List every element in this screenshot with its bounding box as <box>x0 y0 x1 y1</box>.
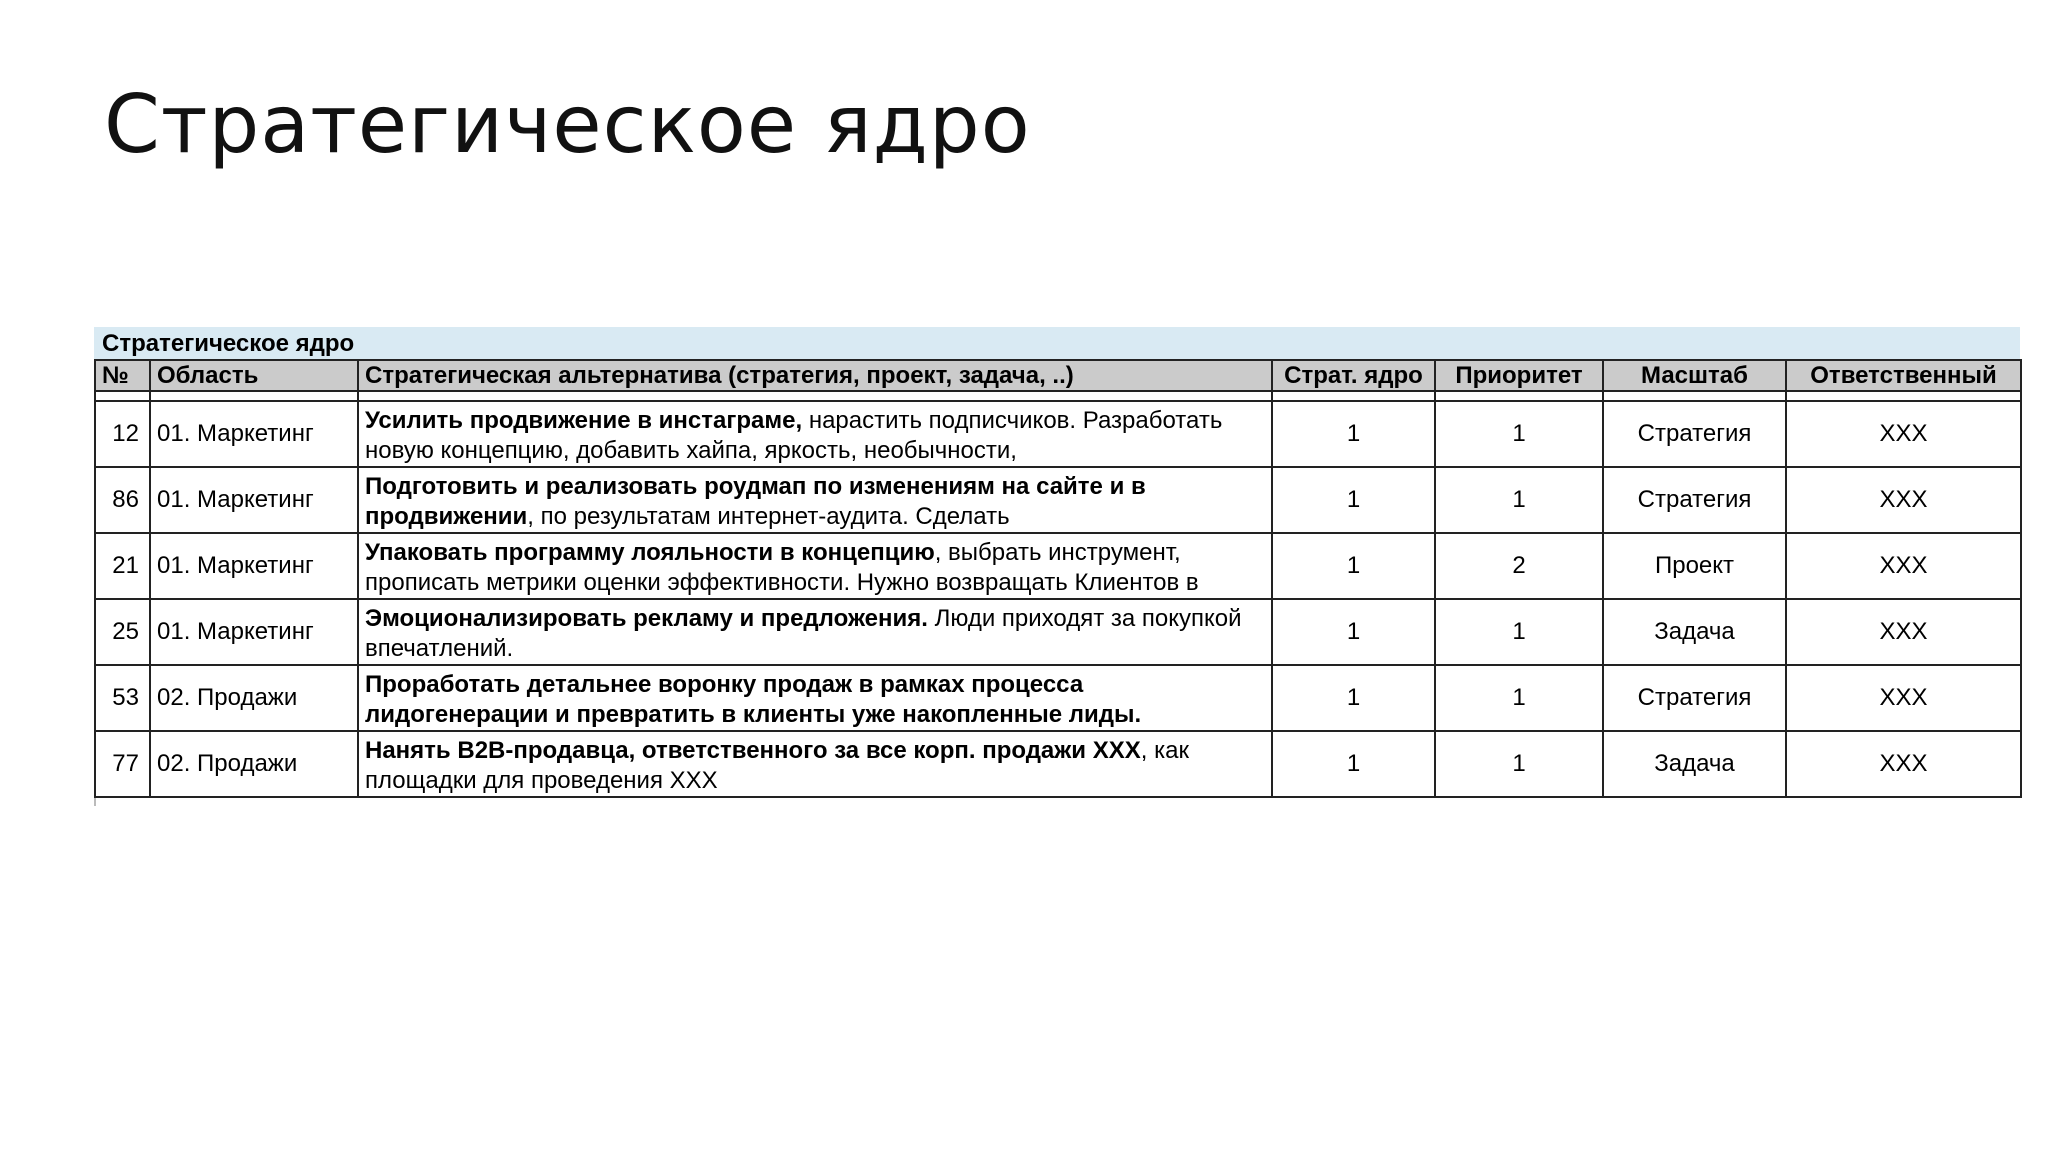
cell-scale[interactable]: Проект <box>1603 533 1786 599</box>
alternative-text: , по результатам интернет-аудита. Сделать <box>527 503 1010 530</box>
cell-priority[interactable]: 2 <box>1435 533 1603 599</box>
cell-num[interactable]: 86 <box>95 467 150 533</box>
cell-priority[interactable]: 1 <box>1435 467 1603 533</box>
cell-responsible[interactable]: XXX <box>1786 401 2021 467</box>
table-row[interactable] <box>95 401 2021 467</box>
cell-responsible[interactable]: XXX <box>1786 533 2021 599</box>
cell-core[interactable]: 1 <box>1272 467 1435 533</box>
header-scale[interactable]: Масштаб <box>1603 360 1786 391</box>
cell-num[interactable]: 77 <box>95 731 150 797</box>
cell-area[interactable]: 01. Маркетинг <box>150 401 358 467</box>
cell-alternative[interactable] <box>358 731 1272 797</box>
cell-responsible[interactable]: XXX <box>1786 599 2021 665</box>
header-num[interactable]: № <box>95 360 150 391</box>
cell-alternative[interactable] <box>358 401 1272 467</box>
alternative-text: , выбрать инструмент, прописать метрики оценки эффективности. Нужно возвращать Клиентов в <box>365 539 1199 596</box>
cell-alternative[interactable] <box>358 599 1272 665</box>
cell-num[interactable]: 12 <box>95 401 150 467</box>
table-row[interactable] <box>95 731 2021 797</box>
sheet-title: Стратегическое ядро <box>94 327 2020 359</box>
cell-num[interactable]: 53 <box>95 665 150 731</box>
cell-area[interactable]: 02. Продажи <box>150 665 358 731</box>
slide-title: Стратегическое ядро <box>104 78 1031 171</box>
table-header-row <box>95 360 2021 391</box>
cell-scale[interactable]: Стратегия <box>1603 467 1786 533</box>
header-priority[interactable]: Приоритет <box>1435 360 1603 391</box>
alternative-bold-text: Эмоционализировать рекламу и предложения. <box>365 605 928 632</box>
cell-scale[interactable]: Стратегия <box>1603 401 1786 467</box>
cell-scale[interactable]: Стратегия <box>1603 665 1786 731</box>
cell-scale[interactable]: Задача <box>1603 731 1786 797</box>
strategy-table-sheet <box>94 327 2020 806</box>
alternative-bold-text: Подготовить и реализовать роудмап по изменениям на сайте и в продвижении <box>365 473 1146 530</box>
table-row[interactable] <box>95 533 2021 599</box>
header-alternative[interactable]: Стратегическая альтернатива (стратегия, проект, задача, ..) <box>358 360 1272 391</box>
sheet-edge-line <box>94 798 96 806</box>
cell-responsible[interactable]: XXX <box>1786 731 2021 797</box>
cell-core[interactable]: 1 <box>1272 599 1435 665</box>
cell-area[interactable]: 01. Маркетинг <box>150 533 358 599</box>
alternative-bold-text: Проработать детальнее воронку продаж в рамках процесса лидогенерации и превратить в клиенты уже накопленные лиды. <box>365 671 1142 728</box>
strategy-table <box>94 359 2022 798</box>
alternative-text: , как площадки для проведения XXX <box>365 737 1189 794</box>
cell-priority[interactable]: 1 <box>1435 401 1603 467</box>
spacer-row <box>95 391 2021 401</box>
cell-num[interactable]: 21 <box>95 533 150 599</box>
cell-priority[interactable]: 1 <box>1435 599 1603 665</box>
alternative-text: Люди приходят за покупкой впечатлений. <box>365 605 1242 662</box>
cell-alternative[interactable] <box>358 467 1272 533</box>
cell-core[interactable]: 1 <box>1272 731 1435 797</box>
header-responsible[interactable]: Ответственный <box>1786 360 2021 391</box>
cell-alternative[interactable] <box>358 665 1272 731</box>
cell-area[interactable]: 01. Маркетинг <box>150 467 358 533</box>
cell-core[interactable]: 1 <box>1272 665 1435 731</box>
alternative-bold-text: Нанять B2B-продавца, ответственного за все корп. продажи XXX <box>365 737 1141 764</box>
cell-priority[interactable]: 1 <box>1435 665 1603 731</box>
header-core[interactable]: Страт. ядро <box>1272 360 1435 391</box>
alternative-bold-text: Упаковать программу лояльности в концепцию <box>365 539 935 566</box>
cell-alternative[interactable] <box>358 533 1272 599</box>
cell-scale[interactable]: Задача <box>1603 599 1786 665</box>
alternative-text: нарастить подписчиков. Разработать новую концепцию, добавить хайпа, яркость, необычности, <box>365 407 1223 464</box>
cell-responsible[interactable]: XXX <box>1786 467 2021 533</box>
cell-area[interactable]: 01. Маркетинг <box>150 599 358 665</box>
cell-core[interactable]: 1 <box>1272 401 1435 467</box>
cell-area[interactable]: 02. Продажи <box>150 731 358 797</box>
table-row[interactable] <box>95 467 2021 533</box>
header-area[interactable]: Область <box>150 360 358 391</box>
table-row[interactable] <box>95 599 2021 665</box>
cell-num[interactable]: 25 <box>95 599 150 665</box>
cell-priority[interactable]: 1 <box>1435 731 1603 797</box>
alternative-bold-text: Усилить продвижение в инстаграме, <box>365 407 803 434</box>
cell-responsible[interactable]: XXX <box>1786 665 2021 731</box>
cell-core[interactable]: 1 <box>1272 533 1435 599</box>
table-row[interactable] <box>95 665 2021 731</box>
